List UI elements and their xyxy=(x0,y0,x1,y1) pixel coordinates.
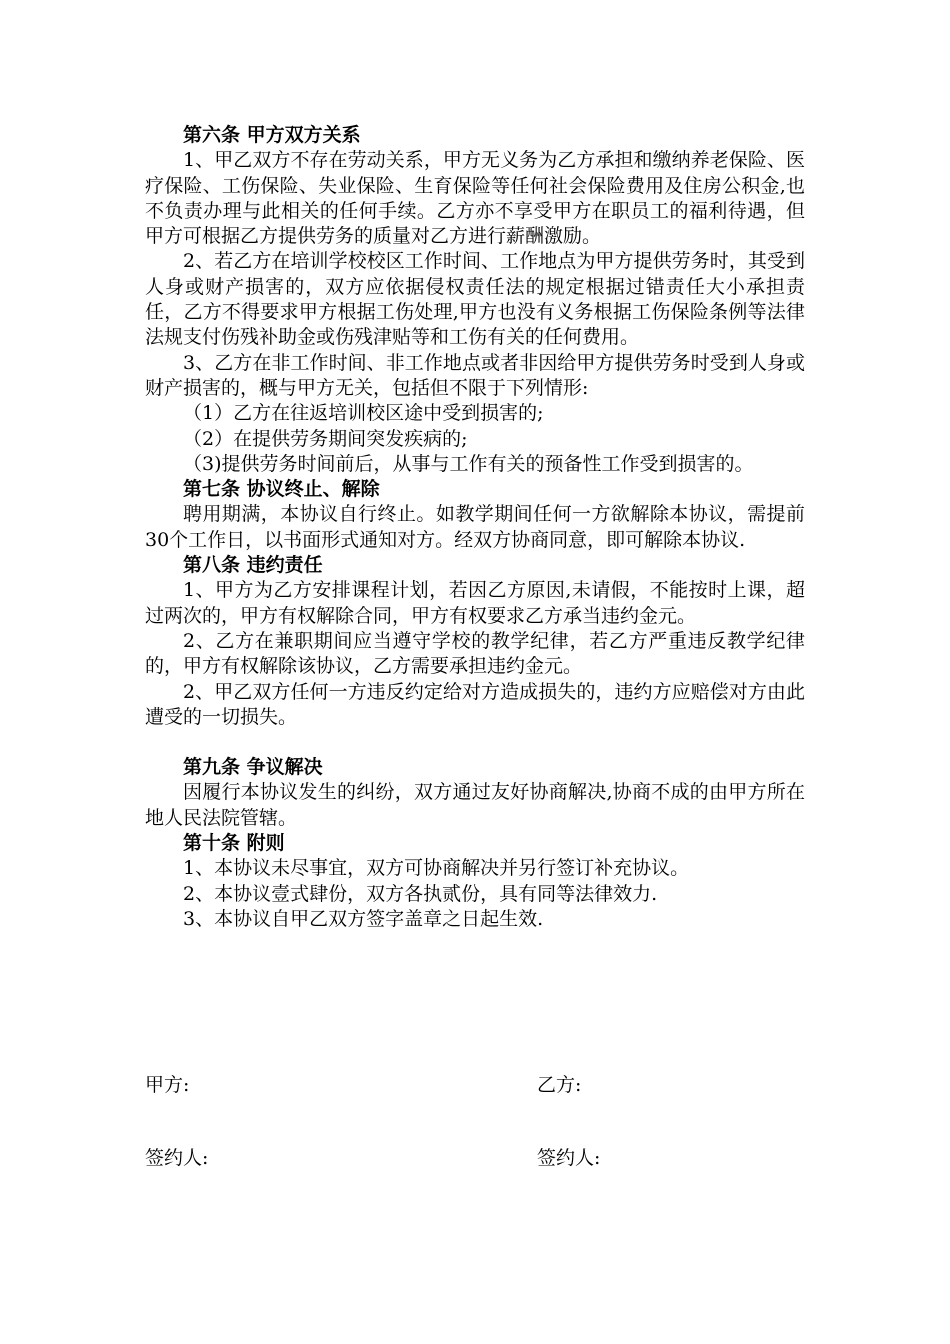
section-9-heading: 第九条 争议解决 xyxy=(183,756,323,779)
section-10-paragraph-2: 2、本协议壹式肆份，双方各执贰份，具有同等法律效力. xyxy=(183,882,658,905)
section-8-paragraph-1: 1、甲方为乙方安排课程计划，若因乙方原因,未请假，不能按时上课，超过两次的，甲方有权解除合同，甲方有权要求乙方承当违约金元。 xyxy=(145,579,805,627)
section-10-paragraph-1: 1、本协议未尽事宜，双方可协商解决并另行签订补充协议。 xyxy=(183,857,690,880)
section-6-case-2: （2）在提供劳务期间突发疾病的; xyxy=(183,427,468,450)
section-8-heading: 第八条 违约责任 xyxy=(183,554,323,577)
party-b-label: 乙方: xyxy=(537,1074,582,1096)
section-6-heading: 第六条 甲方双方关系 xyxy=(183,124,361,146)
blank-line xyxy=(145,730,805,755)
section-6-paragraph-2: 2、若乙方在培训学校校区工作时间、工作地点为甲方提供劳务时，其受到人身或财产损害的，双方应依据侵权责任法的规定根据过错责任大小承担责任，乙方不得要求甲方根据工伤处理,甲方也没有义务根据工伤保险条例等法律法规支付伤残补助金或伤残津贴等和工伤有关的任何费用。 xyxy=(145,250,805,349)
agreement-body xyxy=(145,123,805,932)
section-7-heading: 第七条 协议终止、解除 xyxy=(183,478,380,501)
section-8-paragraph-2: 2、乙方在兼职期间应当遵守学校的教学纪律，若乙方严重违反教学纪律的，甲方有权解除该协议，乙方需要承担违约金元。 xyxy=(145,629,805,678)
section-6-paragraph-1: 1、甲乙双方不存在劳动关系，甲方无义务为乙方承担和缴纳养老保险、医疗保险、工伤保险、失业保险、生育保险等任何社会保险费用及住房公积金,也不负责办理与此相关的任何手续。乙方亦不享受甲方在职员工的福利待遇，但甲方可根据乙方提供劳务的质量对乙方进行薪酬激励。 xyxy=(145,149,805,248)
section-9-paragraph-1: 因履行本协议发生的纠纷，双方通过友好协商解决,协商不成的由甲方所在地人民法院管辖。 xyxy=(145,781,805,829)
section-6-case-1: （1）乙方在往返培训校区途中受到损害的; xyxy=(183,402,544,425)
section-6-paragraph-3: 3、乙方在非工作时间、非工作地点或者非因给甲方提供劳务时受到人身或财产损害的，概与甲方无关，包括但不限于下列情形: xyxy=(145,351,805,399)
section-10-paragraph-3: 3、本协议自甲乙双方签字盖章之日起生效. xyxy=(183,907,544,930)
signer-a-label: 签约人: xyxy=(145,1147,209,1169)
section-7-paragraph-1: 聘用期满，本协议自行终止。如教学期间任何一方欲解除本协议，需提前30个工作日，以书面形式通知对方。经双方协商同意，即可解除本协议. xyxy=(145,503,805,551)
party-a-label: 甲方: xyxy=(145,1074,190,1096)
section-8-paragraph-3: 2、甲乙双方任何一方违反约定给对方造成损失的，违约方应赔偿对方由此遭受的一切损失。 xyxy=(145,680,805,728)
section-10-heading: 第十条 附则 xyxy=(183,832,285,855)
signer-b-label: 签约人: xyxy=(537,1147,601,1169)
section-6-case-3: （3)提供劳务时间前后，从事与工作有关的预备性工作受到损害的。 xyxy=(183,452,754,475)
